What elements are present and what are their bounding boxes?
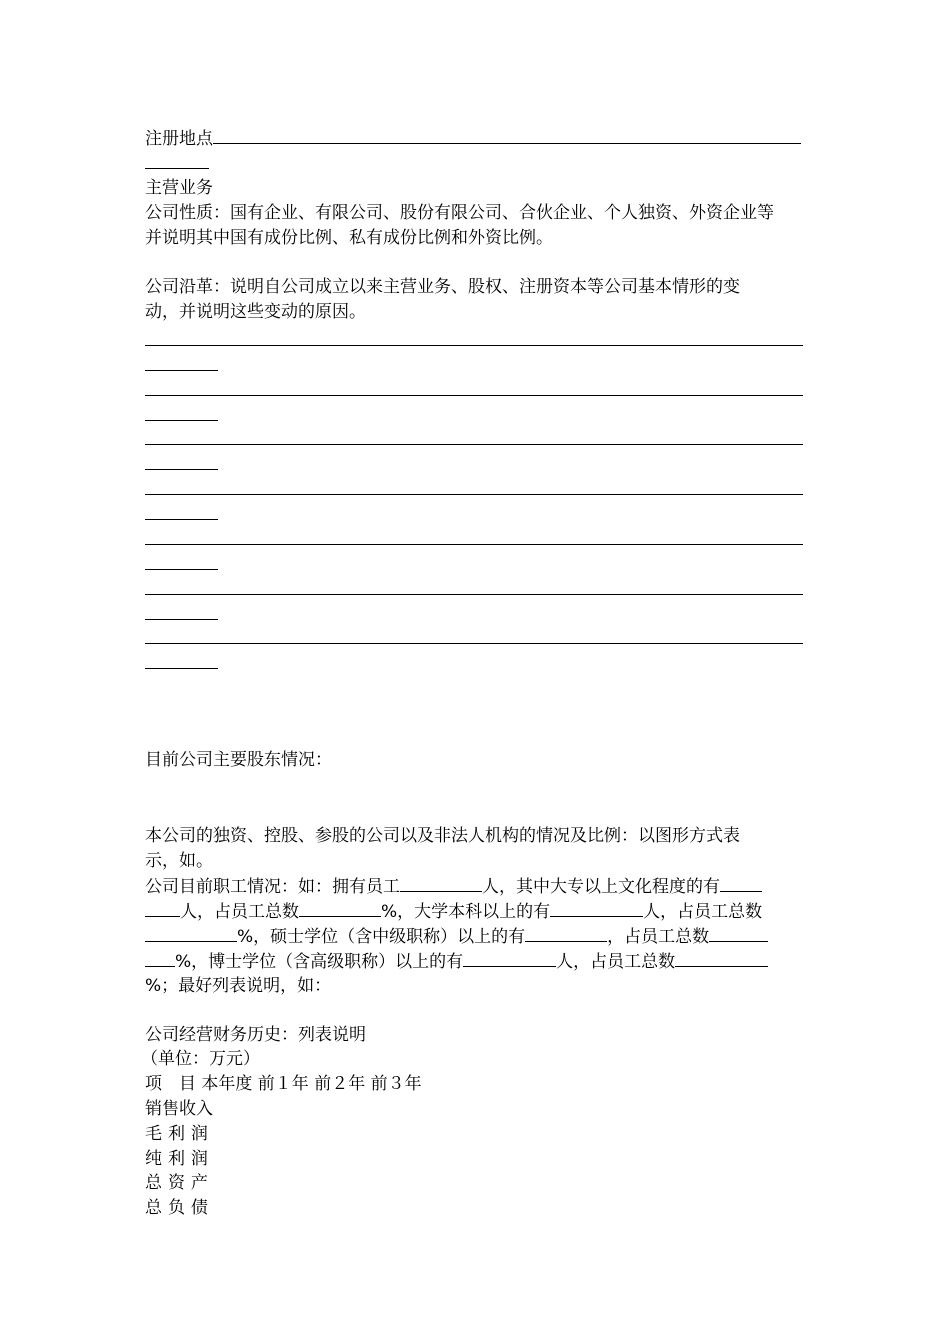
history-blank-line[interactable] bbox=[145, 395, 803, 396]
history-blank-line[interactable] bbox=[145, 519, 218, 520]
registration-address-blank[interactable] bbox=[213, 126, 801, 144]
finance-row-gross-profit: 毛利润 bbox=[145, 1124, 214, 1144]
staff-text: 人，占员工总数 bbox=[556, 952, 676, 972]
master-percent-blank-continued[interactable] bbox=[145, 949, 175, 967]
doctor-percent-blank[interactable] bbox=[675, 949, 768, 967]
finance-unit: （单位：万元） bbox=[141, 1049, 260, 1069]
history-blank-line[interactable] bbox=[145, 544, 803, 545]
finance-row-sales: 销售收入 bbox=[145, 1099, 213, 1119]
history-blank-line[interactable] bbox=[145, 619, 218, 620]
history-blank-line[interactable] bbox=[145, 345, 803, 346]
college-count-blank-continued[interactable] bbox=[145, 899, 180, 917]
registration-address-label: 注册地点 bbox=[145, 129, 213, 149]
registration-address-line bbox=[145, 126, 801, 151]
shareholders-heading: 目前公司主要股东情况： bbox=[145, 750, 332, 770]
staff-line-4 bbox=[145, 949, 768, 974]
doctor-count-blank[interactable] bbox=[463, 949, 556, 967]
registration-address-blank-continued[interactable] bbox=[145, 168, 209, 169]
staff-text: 人，占员工总数 bbox=[643, 902, 763, 922]
staff-line-1 bbox=[145, 874, 762, 899]
history-blank-line[interactable] bbox=[145, 594, 803, 595]
master-count-blank[interactable] bbox=[525, 924, 607, 942]
staff-text: 人，占员工总数 bbox=[180, 902, 299, 922]
finance-table-header: 项 目 本年度 前１年 前２年 前３年 bbox=[145, 1074, 422, 1094]
staff-line-3 bbox=[145, 924, 768, 949]
history-blank-line[interactable] bbox=[145, 444, 803, 445]
company-history-line-2: 动，并说明这些变动的原因。 bbox=[145, 302, 366, 322]
staff-line-2 bbox=[145, 899, 762, 924]
history-blank-line[interactable] bbox=[145, 569, 218, 570]
staff-text: ，占员工总数 bbox=[607, 927, 710, 947]
college-percent-blank[interactable] bbox=[299, 899, 381, 917]
finance-row-total-liabilities: 总负债 bbox=[145, 1198, 214, 1218]
staff-text: 人，其中大专以上文化程度的有 bbox=[482, 877, 720, 897]
staff-line-5: %；最好列表说明，如： bbox=[145, 976, 332, 996]
staff-text: %，硕士学位（含中级职称）以上的有 bbox=[237, 927, 526, 947]
history-blank-line[interactable] bbox=[145, 643, 803, 644]
investments-line-1: 本公司的独资、控股、参股的公司以及非法人机构的情况及比例：以图形方式表 bbox=[145, 826, 740, 846]
bachelor-percent-blank[interactable] bbox=[145, 924, 237, 942]
company-history-line-1: 公司沿革：说明自公司成立以来主营业务、股权、注册资本等公司基本情形的变 bbox=[145, 277, 740, 297]
college-count-blank[interactable] bbox=[720, 874, 762, 892]
history-blank-line[interactable] bbox=[145, 494, 803, 495]
company-nature-line-1: 公司性质：国有企业、有限公司、股份有限公司、合伙企业、个人独资、外资企业等 bbox=[145, 203, 774, 223]
main-business-label: 主营业务 bbox=[145, 178, 213, 198]
staff-text: %，大学本科以上的有 bbox=[381, 902, 551, 922]
staff-text: 公司目前职工情况：如：拥有员工 bbox=[145, 877, 400, 897]
finance-history-heading: 公司经营财务历史：列表说明 bbox=[145, 1025, 366, 1045]
company-nature-line-2: 并说明其中国有成份比例、私有成份比例和外资比例。 bbox=[145, 228, 553, 248]
history-blank-line[interactable] bbox=[145, 370, 218, 371]
master-percent-blank[interactable] bbox=[709, 924, 768, 942]
staff-total-blank[interactable] bbox=[400, 874, 482, 892]
staff-text: %，博士学位（含高级职称）以上的有 bbox=[175, 952, 464, 972]
finance-row-total-assets: 总资产 bbox=[145, 1173, 214, 1193]
investments-line-2: 示，如。 bbox=[145, 851, 213, 871]
bachelor-count-blank[interactable] bbox=[550, 899, 643, 917]
history-blank-line[interactable] bbox=[145, 469, 218, 470]
history-blank-line[interactable] bbox=[145, 668, 218, 669]
finance-row-net-profit: 纯利润 bbox=[145, 1149, 214, 1169]
history-blank-line[interactable] bbox=[145, 420, 218, 421]
